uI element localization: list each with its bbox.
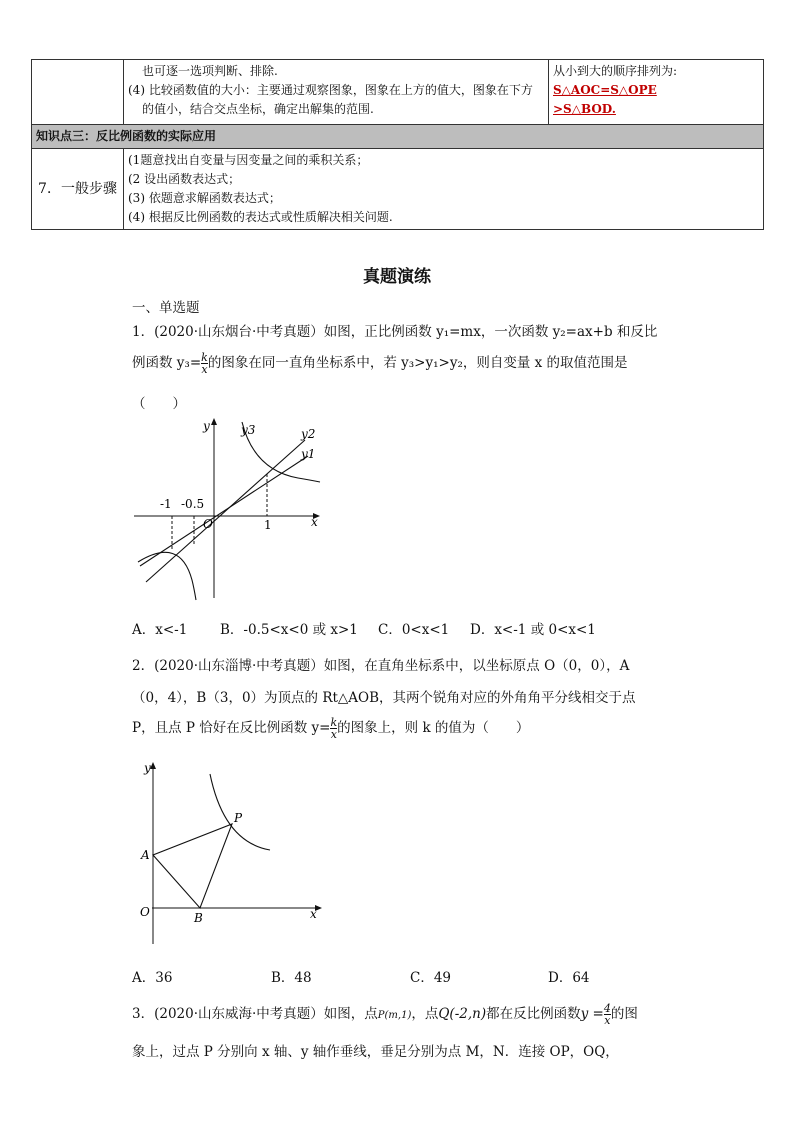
- answer-text: >S△BOD.: [553, 102, 616, 116]
- q1-option-b[interactable]: B．-0.5<x<0 或 x>1: [220, 622, 358, 638]
- label-y1: y1: [301, 447, 316, 461]
- axis-label-y: y: [203, 419, 210, 433]
- q1-line: 1．(2020·山东烟台·中考真题）如图，正比例函数 y₁=mx，一次函数 y₂=ax+b 和反比: [132, 324, 658, 340]
- q2-option-b[interactable]: B．48: [271, 970, 312, 986]
- q2-graph: [132, 758, 332, 950]
- fraction: $\frac{k}{x}$: [201, 351, 208, 376]
- q3-line: 象上，过点 P 分别向 x 轴、y 轴作垂线，垂足分别为点 M，N．连接 OP，OQ，: [132, 1044, 619, 1060]
- page-title: 真题演练: [363, 267, 431, 287]
- row2-label: 7．一般步骤: [32, 149, 124, 230]
- row1-right-prefix: 从小到大的顺序排列为:: [553, 64, 678, 78]
- q1-graph: [130, 412, 330, 604]
- q2-option-a[interactable]: A．36: [132, 970, 173, 986]
- axis-label-x: x: [310, 907, 317, 921]
- tick-label: -1: [160, 497, 172, 511]
- q1-line: 例函数 y₃= $\frac{k}{x}$ 的图象在同一直角坐标系中，若 y₃>y₁>y₂，则自变量 x 的取值范围是: [132, 351, 628, 376]
- q2-line: （0，4），B（3，0）为顶点的 Rt△AOB，其两个锐角对应的外角角平分线相交于点: [132, 690, 636, 706]
- q1-option-d[interactable]: D．x<-1 或 0<x<1: [470, 622, 596, 638]
- summary-table: [31, 59, 764, 230]
- q3-line: 3．(2020·山东威海·中考真题）如图，点P(m,1)，点Q(-2,n)都在反比例函数y = $\frac{4}{x}$ 的图: [132, 1002, 638, 1027]
- q2-option-d[interactable]: D．64: [548, 970, 590, 986]
- axis-label-x: x: [311, 515, 318, 529]
- table-row: [32, 149, 764, 230]
- origin-label: O: [203, 517, 213, 531]
- label-y2: y2: [301, 427, 316, 441]
- line-y2: [146, 440, 305, 582]
- step-line: (1题意找出自变量与因变量之间的乘积关系；: [128, 153, 369, 167]
- label-y3: y3: [241, 423, 256, 437]
- axis-label-y: y: [144, 761, 151, 775]
- row1-line: 的值小，结合交点坐标，确定出解集的范围.: [142, 102, 374, 116]
- row2-steps: [124, 149, 764, 230]
- fraction: $\frac{k}{x}$: [330, 716, 338, 741]
- answer-text: S△AOC=S△OPE: [553, 83, 657, 97]
- section-header: 知识点三：反比例函数的实际应用: [32, 125, 764, 149]
- q1-option-a[interactable]: A．x<-1: [132, 622, 188, 638]
- q1-option-c[interactable]: C．0<x<1: [378, 622, 450, 638]
- tick-label: -0.5: [181, 497, 205, 511]
- table-row: [32, 125, 764, 149]
- row1-left-cell: [124, 60, 549, 125]
- row1-line: 也可逐一选项判断、排除.: [142, 64, 278, 78]
- tick-label: 1: [264, 518, 272, 532]
- line-y1: [140, 456, 308, 566]
- step-line: (4) 根据反比例函数的表达式或性质解决相关问题.: [128, 210, 393, 224]
- q2-option-c[interactable]: C．49: [410, 970, 452, 986]
- point-label-b: B: [194, 911, 203, 925]
- step-line: (2 设出函数表达式；: [128, 172, 241, 186]
- section-label: 一、单选题: [132, 300, 200, 316]
- point-label-p: P: [234, 811, 243, 825]
- origin-label: O: [140, 905, 150, 919]
- q2-line: P，且点 P 恰好在反比例函数 y= $\frac{k}{x}$ 的图象上，则 k 的值为（ ）: [132, 716, 530, 741]
- q2-line: 2．(2020·山东淄博·中考真题）如图，在直角坐标系中，以坐标原点 O（0，0），A: [132, 658, 630, 674]
- row1-line: (4) 比较函数值的大小：主要通过观察图象，图象在上方的值大，图象在下方: [128, 83, 533, 97]
- row1-right-cell: [549, 60, 764, 125]
- point-label-a: A: [141, 848, 150, 862]
- hyperbola-y3-left: [138, 552, 196, 600]
- table-row: [32, 60, 764, 125]
- step-line: (3) 依题意求解函数表达式；: [128, 191, 281, 205]
- q1-line: （ ）: [132, 396, 186, 412]
- fraction: $\frac{4}{x}$: [603, 1002, 611, 1027]
- triangle-apb: [153, 824, 232, 908]
